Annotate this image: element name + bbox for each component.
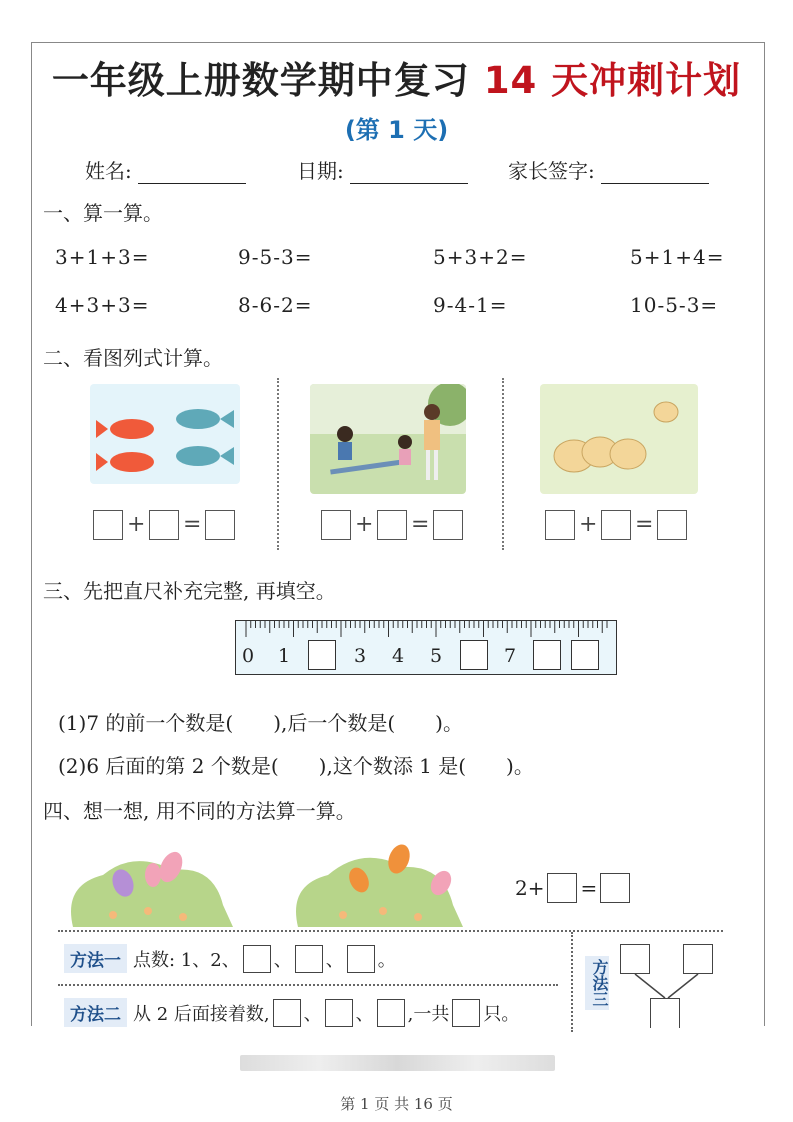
- ruler-number: 4: [392, 645, 405, 667]
- ruler-blank-box[interactable]: [533, 640, 561, 670]
- equation: 5+3+2=: [433, 245, 528, 269]
- separator: 、: [355, 1003, 374, 1025]
- answer-box[interactable]: [377, 510, 407, 540]
- title-highlight: 14 天冲刺计划: [483, 59, 742, 102]
- plus-sign: +: [579, 512, 598, 537]
- methods-panel: [58, 930, 723, 1030]
- answer-box[interactable]: [547, 873, 577, 903]
- equation: 3+1+3=: [55, 245, 150, 269]
- day-subtitle: (第 1 天): [344, 116, 449, 144]
- ruler-ticks: [236, 621, 616, 639]
- ruler-number: 0: [242, 645, 255, 667]
- ruler-number: 5: [430, 645, 443, 667]
- answer-box[interactable]: [452, 999, 480, 1027]
- answer-equation: [545, 510, 695, 540]
- answer-box[interactable]: [620, 944, 650, 974]
- answer-box[interactable]: [325, 999, 353, 1027]
- page-footer: 第 1 页 共 16 页: [340, 1095, 453, 1113]
- answer-box[interactable]: [683, 944, 713, 974]
- method-2-end: 只。: [483, 1003, 520, 1025]
- answer-box[interactable]: [601, 510, 631, 540]
- method-1-text: 点数: 1、2、: [133, 949, 240, 971]
- equation: 4+3+3=: [55, 293, 150, 317]
- equation: 10-5-3=: [630, 293, 719, 317]
- fish-problem: [55, 378, 280, 550]
- section1-heading: 一、算一算。: [43, 201, 163, 225]
- answer-equation: [93, 510, 243, 540]
- answer-box[interactable]: [321, 510, 351, 540]
- chicks-image: [540, 384, 698, 494]
- answer-box[interactable]: [243, 945, 271, 973]
- title-main: 一年级上册数学期中复习: [51, 59, 470, 102]
- name-blank[interactable]: [138, 164, 246, 184]
- split-lines: [620, 974, 715, 1000]
- section3-heading: 三、先把直尺补充完整, 再填空。: [43, 579, 336, 603]
- answer-box[interactable]: [657, 510, 687, 540]
- ruler-number: 7: [504, 645, 517, 667]
- parent-label: 家长签字:: [508, 159, 595, 183]
- butterfly-bush-icon: [43, 835, 503, 930]
- date-blank[interactable]: [350, 164, 468, 184]
- answer-box[interactable]: [347, 945, 375, 973]
- method-2-mid: ,一共: [407, 1003, 450, 1025]
- answer-box[interactable]: [93, 510, 123, 540]
- ruler-blank-box[interactable]: [460, 640, 488, 670]
- separator: 、: [303, 1003, 322, 1025]
- children-icon: [310, 384, 466, 494]
- answer-box[interactable]: [205, 510, 235, 540]
- answer-box[interactable]: [149, 510, 179, 540]
- method-1-end: 。: [377, 949, 396, 971]
- answer-box[interactable]: [377, 999, 405, 1027]
- parent-signature-field: [508, 155, 709, 184]
- plus-sign: +: [127, 512, 146, 537]
- chick-icon: [540, 384, 698, 494]
- page-title: [0, 50, 793, 104]
- fish-icon: [90, 384, 240, 484]
- answer-box[interactable]: [295, 945, 323, 973]
- method-1: [64, 944, 396, 973]
- ruler-blank-box[interactable]: [308, 640, 336, 670]
- divider: [58, 984, 558, 986]
- butterfly-scene: [43, 835, 743, 930]
- divider: [277, 378, 279, 550]
- section4-equation: [515, 873, 633, 903]
- method-1-label: 方法一: [64, 944, 127, 973]
- name-label: 姓名:: [85, 159, 132, 183]
- method-2: [64, 998, 519, 1027]
- ruler-number: 3: [354, 645, 367, 667]
- divider: [502, 378, 504, 550]
- ruler-number: 1: [278, 645, 291, 667]
- chick-problem: [507, 378, 732, 550]
- eq-equals: =: [580, 876, 598, 900]
- watermark-bar: [240, 1055, 555, 1071]
- equals-sign: =: [183, 512, 202, 537]
- method-2-label: 方法二: [64, 998, 127, 1027]
- divider: [571, 932, 573, 1032]
- method-2-text: 从 2 后面接着数,: [133, 1003, 270, 1025]
- section2-heading: 二、看图列式计算。: [43, 346, 223, 370]
- equation: 9-4-1=: [433, 293, 508, 317]
- equation: 9-5-3=: [238, 245, 313, 269]
- answer-box[interactable]: [273, 999, 301, 1027]
- date-field: [297, 155, 468, 184]
- answer-box[interactable]: [650, 998, 680, 1028]
- equals-sign: =: [635, 512, 654, 537]
- equation: 5+1+4=: [630, 245, 725, 269]
- answer-box[interactable]: [545, 510, 575, 540]
- answer-equation: [321, 510, 471, 540]
- separator: 、: [273, 949, 292, 971]
- date-label: 日期:: [297, 159, 344, 183]
- name-field: [85, 155, 246, 184]
- seesaw-problem: [283, 378, 508, 550]
- section4-heading: 四、想一想, 用不同的方法算一算。: [43, 799, 356, 823]
- method-3-label: 方法三: [585, 956, 609, 1010]
- ruler: [235, 620, 617, 675]
- separator: 、: [325, 949, 344, 971]
- answer-box[interactable]: [600, 873, 630, 903]
- plus-sign: +: [355, 512, 374, 537]
- equation: 8-6-2=: [238, 293, 313, 317]
- eq-left: 2+: [515, 876, 545, 900]
- question-1: (1)7 的前一个数是( ),后一个数是( )。: [58, 711, 463, 735]
- question-2: (2)6 后面的第 2 个数是( ),这个数添 1 是( )。: [58, 754, 534, 778]
- children-image: [310, 384, 466, 494]
- picture-problems: [55, 378, 735, 550]
- ruler-blank-box[interactable]: [571, 640, 599, 670]
- fish-image: [90, 384, 240, 484]
- parent-blank[interactable]: [601, 164, 709, 184]
- equals-sign: =: [411, 512, 430, 537]
- answer-box[interactable]: [433, 510, 463, 540]
